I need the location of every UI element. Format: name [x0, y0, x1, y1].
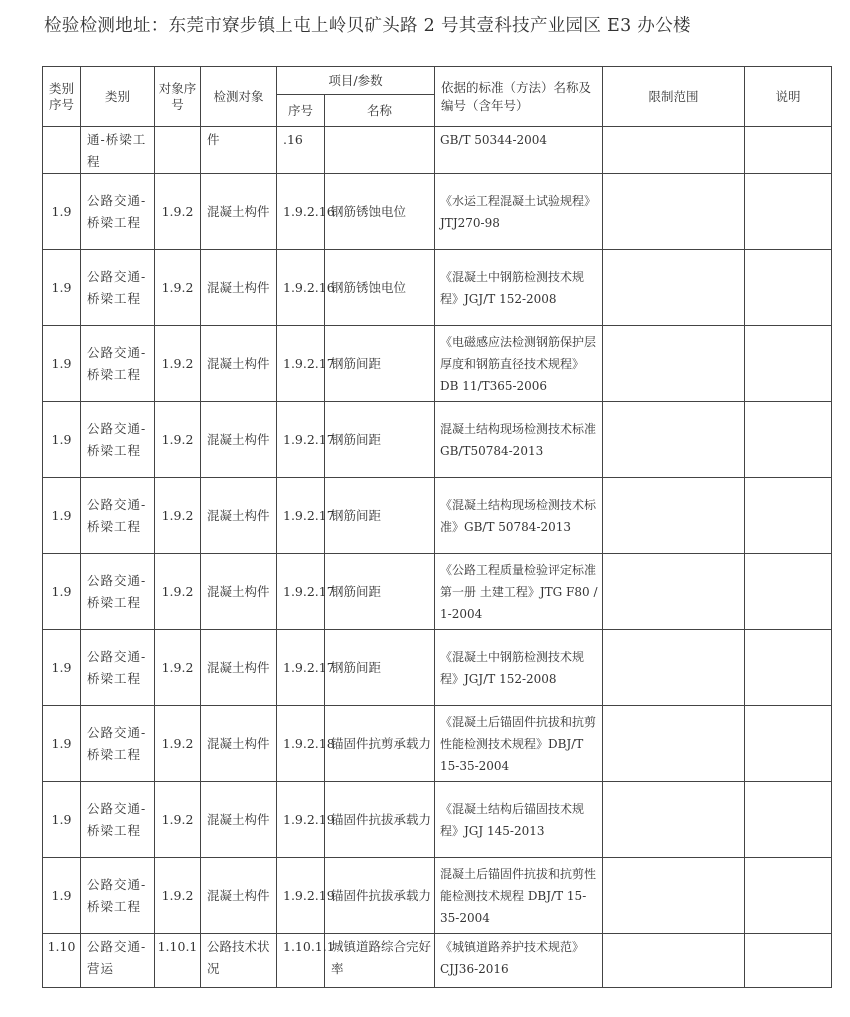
cell-category: 公路交通-桥梁工程 — [81, 250, 155, 326]
cell-item-name: 钢筋间距 — [325, 402, 435, 478]
cell-object-no: 1.9.2 — [155, 402, 201, 478]
cell-item-name: 钢筋锈蚀电位 — [325, 250, 435, 326]
cell-category: 公路交通-桥梁工程 — [81, 402, 155, 478]
header-standard: 依据的标准（方法）名称及编号（含年号） — [435, 67, 603, 127]
cell-note — [745, 858, 832, 934]
cell-cat-no: 1.9 — [43, 478, 81, 554]
table-row — [43, 706, 832, 782]
cell-category: 公路交通-桥梁工程 — [81, 858, 155, 934]
cell-item-no: .16 — [277, 127, 325, 174]
header-item-group: 项目/参数 — [277, 67, 435, 95]
cell-item-name: 钢筋锈蚀电位 — [325, 174, 435, 250]
cell-item-name — [325, 127, 435, 174]
cell-item-no: 1.9.2.17 — [277, 478, 325, 554]
cell-limit — [603, 934, 745, 988]
cell-object-no: 1.9.2 — [155, 326, 201, 402]
cell-object: 混凝土构件 — [201, 554, 277, 630]
cell-object: 混凝土构件 — [201, 630, 277, 706]
cell-object: 混凝土构件 — [201, 782, 277, 858]
cell-standard: 《混凝土中钢筋检测技术规程》JGJ/T 152-2008 — [435, 250, 603, 326]
cell-object: 混凝土构件 — [201, 326, 277, 402]
table-row — [43, 174, 832, 250]
cell-cat-no: 1.9 — [43, 554, 81, 630]
cell-item-name: 钢筋间距 — [325, 326, 435, 402]
cell-note — [745, 174, 832, 250]
header-item-no: 序号 — [277, 95, 325, 127]
table-row — [43, 782, 832, 858]
cell-cat-no: 1.9 — [43, 326, 81, 402]
cell-category: 公路交通-桥梁工程 — [81, 706, 155, 782]
scope-table — [42, 66, 832, 988]
cell-object-no: 1.9.2 — [155, 554, 201, 630]
header-cat-no: 类别序号 — [43, 67, 81, 127]
cell-note — [745, 630, 832, 706]
cell-object-no — [155, 127, 201, 174]
cell-note — [745, 554, 832, 630]
cell-item-no: 1.9.2.17 — [277, 402, 325, 478]
cell-limit — [603, 174, 745, 250]
cell-standard: 混凝土结构现场检测技术标准 GB/T50784-2013 — [435, 402, 603, 478]
cell-limit — [603, 478, 745, 554]
cell-note — [745, 706, 832, 782]
cell-object-no: 1.10.1 — [155, 934, 201, 988]
cell-object-no: 1.9.2 — [155, 782, 201, 858]
table-row — [43, 127, 832, 174]
cell-note — [745, 934, 832, 988]
cell-item-name: 锚固件抗拔承载力 — [325, 858, 435, 934]
header-obj-no: 对象序号 — [155, 67, 201, 127]
cell-object-no: 1.9.2 — [155, 630, 201, 706]
cell-object: 混凝土构件 — [201, 478, 277, 554]
cell-object: 混凝土构件 — [201, 706, 277, 782]
cell-limit — [603, 402, 745, 478]
cell-standard: 《电磁感应法检测钢筋保护层厚度和钢筋直径技术规程》DB 11/T365-2006 — [435, 326, 603, 402]
cell-object: 公路技术状况 — [201, 934, 277, 988]
table-row — [43, 402, 832, 478]
cell-item-no: 1.9.2.16 — [277, 250, 325, 326]
cell-cat-no — [43, 127, 81, 174]
cell-cat-no: 1.9 — [43, 402, 81, 478]
cell-item-no: 1.9.2.17 — [277, 554, 325, 630]
cell-category: 公路交通-桥梁工程 — [81, 630, 155, 706]
cell-category: 公路交通-桥梁工程 — [81, 478, 155, 554]
header-obj: 检测对象 — [201, 67, 277, 127]
cell-note — [745, 402, 832, 478]
cell-item-no: 1.9.2.18 — [277, 706, 325, 782]
table-row — [43, 250, 832, 326]
cell-object: 混凝土构件 — [201, 250, 277, 326]
cell-limit — [603, 858, 745, 934]
header-cat: 类别 — [81, 67, 155, 127]
cell-object: 件 — [201, 127, 277, 174]
cell-limit — [603, 554, 745, 630]
cell-category: 通-桥梁工程 — [81, 127, 155, 174]
cell-object-no: 1.9.2 — [155, 250, 201, 326]
cell-item-name: 锚固件抗拔承载力 — [325, 782, 435, 858]
cell-cat-no: 1.9 — [43, 706, 81, 782]
cell-item-name: 城镇道路综合完好率 — [325, 934, 435, 988]
cell-standard: 《公路工程质量检验评定标准第一册 土建工程》JTG F80 / 1-2004 — [435, 554, 603, 630]
cell-object: 混凝土构件 — [201, 174, 277, 250]
cell-item-no: 1.10.1.1 — [277, 934, 325, 988]
cell-category: 公路交通-桥梁工程 — [81, 326, 155, 402]
cell-note — [745, 782, 832, 858]
table-row — [43, 478, 832, 554]
cell-standard: 《城镇道路养护技术规范》CJJ36-2016 — [435, 934, 603, 988]
table-row — [43, 858, 832, 934]
table-row — [43, 630, 832, 706]
cell-item-no: 1.9.2.19 — [277, 782, 325, 858]
cell-category: 公路交通-桥梁工程 — [81, 554, 155, 630]
cell-item-no: 1.9.2.16 — [277, 174, 325, 250]
cell-cat-no: 1.9 — [43, 782, 81, 858]
cell-limit — [603, 326, 745, 402]
table-row — [43, 326, 832, 402]
cell-category: 公路交通-营运 — [81, 934, 155, 988]
header-item-name: 名称 — [325, 95, 435, 127]
cell-note — [745, 250, 832, 326]
cell-category: 公路交通-桥梁工程 — [81, 782, 155, 858]
lab-address: 检验检测地址：东莞市寮步镇上屯上岭贝矿头路 2 号其壹科技产业园区 E3 办公楼 — [44, 16, 691, 36]
cell-cat-no: 1.10 — [43, 934, 81, 988]
header-limit: 限制范围 — [603, 67, 745, 127]
cell-cat-no: 1.9 — [43, 858, 81, 934]
cell-object-no: 1.9.2 — [155, 174, 201, 250]
cell-standard: 混凝土后锚固件抗拔和抗剪性能检测技术规程 DBJ/T 15-35-2004 — [435, 858, 603, 934]
cell-item-no: 1.9.2.17 — [277, 630, 325, 706]
cell-item-name: 钢筋间距 — [325, 630, 435, 706]
cell-note — [745, 127, 832, 174]
cell-object: 混凝土构件 — [201, 858, 277, 934]
cell-item-no: 1.9.2.17 — [277, 326, 325, 402]
cell-standard: 《混凝土结构后锚固技术规程》JGJ 145-2013 — [435, 782, 603, 858]
cell-object: 混凝土构件 — [201, 402, 277, 478]
cell-note — [745, 478, 832, 554]
table-row — [43, 554, 832, 630]
cell-limit — [603, 782, 745, 858]
cell-standard: 《混凝土中钢筋检测技术规程》JGJ/T 152-2008 — [435, 630, 603, 706]
cell-object-no: 1.9.2 — [155, 858, 201, 934]
cell-item-name: 钢筋间距 — [325, 478, 435, 554]
header-note: 说明 — [745, 67, 832, 127]
cell-limit — [603, 706, 745, 782]
cell-item-name: 钢筋间距 — [325, 554, 435, 630]
cell-limit — [603, 630, 745, 706]
cell-note — [745, 326, 832, 402]
cell-cat-no: 1.9 — [43, 174, 81, 250]
cell-standard: 《水运工程混凝土试验规程》JTJ270-98 — [435, 174, 603, 250]
cell-limit — [603, 250, 745, 326]
cell-standard: 《混凝土后锚固件抗拔和抗剪性能检测技术规程》DBJ/T 15-35-2004 — [435, 706, 603, 782]
cell-category: 公路交通-桥梁工程 — [81, 174, 155, 250]
cell-object-no: 1.9.2 — [155, 478, 201, 554]
cell-item-no: 1.9.2.19 — [277, 858, 325, 934]
cell-object-no: 1.9.2 — [155, 706, 201, 782]
cell-limit — [603, 127, 745, 174]
cell-item-name: 锚固件抗剪承载力 — [325, 706, 435, 782]
cell-standard: GB/T 50344-2004 — [435, 127, 603, 174]
cell-cat-no: 1.9 — [43, 630, 81, 706]
table-row — [43, 934, 832, 988]
cell-standard: 《混凝土结构现场检测技术标准》GB/T 50784-2013 — [435, 478, 603, 554]
cell-cat-no: 1.9 — [43, 250, 81, 326]
